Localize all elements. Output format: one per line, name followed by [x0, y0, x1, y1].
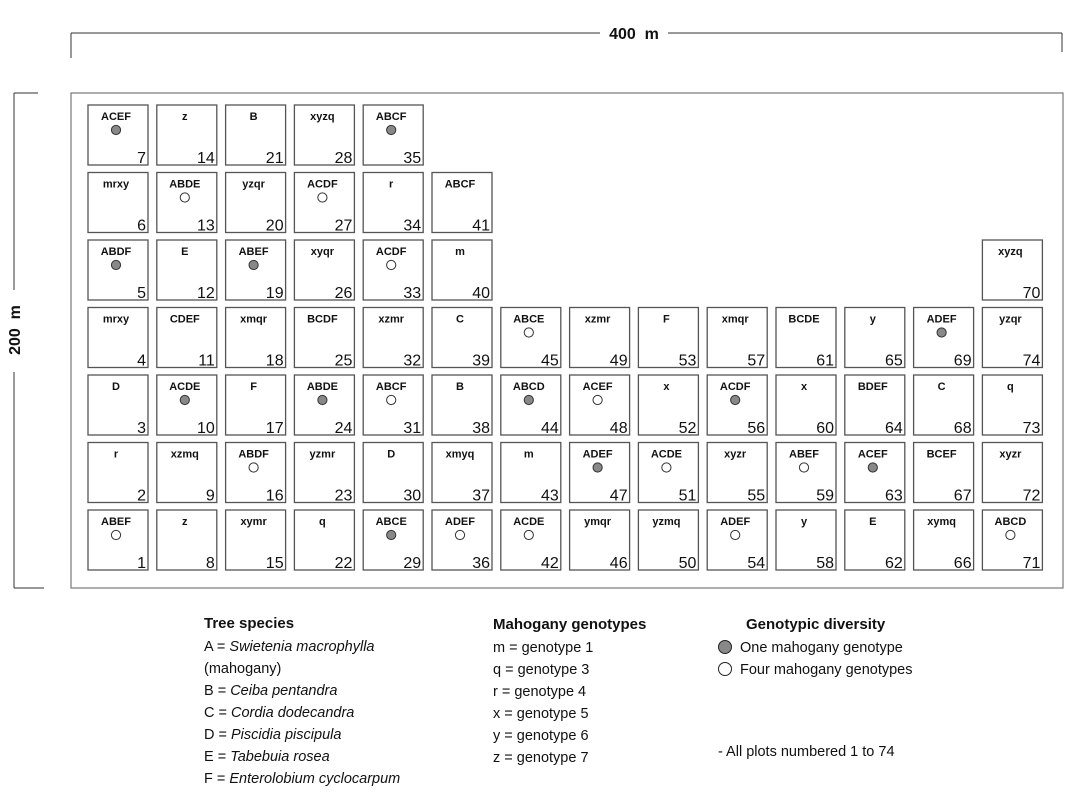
plot [638, 308, 698, 370]
plot-number: 51 [678, 487, 697, 505]
plot [707, 375, 767, 437]
plot-species-code: y [869, 313, 876, 326]
plot-number: 44 [541, 420, 559, 437]
diversity-entry [718, 637, 913, 659]
plot [501, 308, 561, 370]
plot-number: 52 [678, 420, 697, 437]
plot-number: 32 [403, 352, 422, 370]
plot-number: 66 [953, 555, 972, 572]
plot [88, 105, 148, 167]
plot-number: 20 [265, 217, 284, 235]
one-genotype-marker [318, 395, 327, 404]
plot [914, 443, 974, 505]
plot-number: 27 [334, 217, 353, 235]
plot-species-code: r [113, 448, 119, 461]
plot-species-code: xmyq [445, 448, 475, 461]
plot [226, 240, 286, 302]
plot [914, 375, 974, 437]
plot-number: 15 [265, 555, 284, 572]
one-genotype-marker [868, 463, 877, 472]
one-genotype-marker [249, 260, 258, 269]
plot-species-code: ABCD [512, 381, 545, 393]
plot [501, 443, 561, 505]
plot-numbering-note: - All plots numbered 1 to 74 [718, 744, 895, 760]
height-label: 200 m [7, 305, 24, 355]
plot-number: 5 [137, 285, 146, 302]
plot-number: 29 [403, 555, 422, 572]
plot-number: 8 [205, 555, 215, 572]
one-genotype-marker [593, 463, 602, 472]
plot-number: 73 [1022, 420, 1041, 437]
one-genotype-marker [180, 395, 189, 404]
plot-number: 25 [334, 352, 353, 370]
plot-species-code: xmqr [240, 313, 268, 326]
plot [294, 375, 354, 437]
plot-species-code: ACDF [307, 178, 338, 191]
plot-number: 35 [403, 150, 422, 167]
species-letter: D = [204, 727, 231, 743]
plot-number: 38 [472, 420, 490, 437]
plot-number: 45 [541, 352, 559, 370]
plot [363, 173, 423, 235]
plot-number: 39 [472, 352, 490, 370]
plot-number: 12 [197, 285, 215, 302]
plot-number: 31 [403, 420, 422, 437]
plot [226, 308, 286, 370]
plot-species-code: ADEF [582, 448, 613, 461]
plot-species-code: CDEF [169, 313, 200, 326]
genotype-entry: z = genotype 7 [493, 750, 589, 766]
plot-number: 57 [747, 352, 766, 370]
plot [226, 173, 286, 235]
four-genotypes-marker [180, 193, 189, 202]
plot [226, 443, 286, 505]
plot-species-code: ymqr [584, 516, 612, 528]
plot [776, 443, 836, 505]
plot-species-code: xymr [240, 516, 267, 528]
plot-species-code: x [663, 381, 670, 393]
plot-species-code: BCEF [926, 448, 957, 461]
plot [88, 308, 148, 370]
plot-number: 64 [885, 420, 903, 437]
plot [363, 443, 423, 505]
plot-number: 72 [1022, 487, 1041, 505]
plot-number: 68 [953, 420, 972, 437]
plot-species-code: r [389, 178, 394, 191]
plot-species-code: yzqr [999, 313, 1022, 326]
plot [226, 375, 286, 437]
legend-tree-species [204, 613, 400, 790]
plot [914, 510, 974, 572]
species-entry [204, 702, 400, 724]
plot [982, 375, 1042, 437]
plot [294, 173, 354, 235]
plot-species-code: ABCE [513, 313, 545, 326]
plot-number: 34 [403, 217, 422, 235]
one-genotype-marker [387, 125, 396, 134]
plot [845, 375, 905, 437]
plot [845, 443, 905, 505]
species-entry [204, 768, 400, 790]
plot [501, 375, 561, 437]
four-genotypes-marker [593, 395, 602, 404]
plot-species-code: ABEF [238, 246, 269, 258]
plot [432, 308, 492, 370]
plot-species-code: ACDE [650, 448, 682, 461]
plot-number: 61 [816, 352, 834, 370]
plot-number: 50 [678, 555, 697, 572]
plot [157, 510, 217, 572]
plot-species-code: mrxy [102, 178, 130, 191]
plot-species-code: xzmq [170, 448, 199, 461]
species-entry [204, 636, 400, 658]
four-genotypes-marker [249, 463, 258, 472]
plot-species-code: BDEF [857, 381, 888, 393]
four-genotypes-marker [111, 530, 120, 539]
open-circle-icon [718, 662, 732, 676]
one-genotype-marker [111, 260, 120, 269]
plot-species-code: yzmq [652, 516, 681, 528]
plot-number: 53 [678, 352, 697, 370]
legend-diversity-title: Genotypic diversity [746, 616, 886, 633]
four-genotypes-marker [524, 530, 533, 539]
plot-number: 56 [747, 420, 766, 437]
plot [570, 443, 630, 505]
plot [157, 375, 217, 437]
plot-species-code: yzmr [309, 448, 336, 461]
plot-number: 40 [472, 285, 490, 302]
plot-species-code: D [387, 448, 396, 461]
plot [570, 308, 630, 370]
species-letter: F = [204, 771, 230, 787]
four-genotypes-marker [1006, 530, 1015, 539]
diversity-entry [718, 659, 913, 681]
legend-genotypes-title: Mahogany genotypes [493, 616, 647, 633]
plot [982, 240, 1042, 302]
plot-species-code: D [112, 381, 120, 393]
plot-species-code: xyqr [310, 246, 335, 258]
plot-species-code: ABCE [375, 516, 407, 528]
plot-number: 63 [885, 487, 903, 505]
plot-species-code: ADEF [926, 313, 957, 326]
plot-species-code: ABEF [789, 448, 819, 461]
plot [982, 443, 1042, 505]
species-name: Enterolobium cyclocarpum [229, 771, 401, 787]
plot [432, 173, 492, 235]
plot [157, 105, 217, 167]
plot-species-code: F [663, 313, 670, 326]
plot [707, 308, 767, 370]
plot-species-code: ACDE [169, 381, 201, 393]
plot [363, 510, 423, 572]
plot-number: 22 [334, 555, 353, 572]
plot [982, 308, 1042, 370]
plot-species-code: BCDE [788, 313, 820, 326]
plot-number: 28 [334, 150, 353, 167]
plot-number: 21 [265, 150, 284, 167]
genotype-entry: m = genotype 1 [493, 640, 594, 656]
plot-number: 30 [403, 487, 422, 505]
plot-number: 16 [265, 487, 284, 505]
four-genotypes-marker [799, 463, 808, 472]
plot-number: 26 [334, 285, 353, 302]
plot-number: 62 [885, 555, 903, 572]
species-entry [204, 724, 400, 746]
plot-number: 67 [953, 487, 972, 505]
four-genotypes-marker [455, 530, 464, 539]
plot-number: 60 [816, 420, 834, 437]
plot-number: 41 [472, 217, 490, 235]
plot-species-code: m [455, 246, 465, 258]
plot [432, 240, 492, 302]
plot-species-code: x [800, 381, 808, 393]
plot-number: 23 [334, 487, 353, 505]
plot-number: 33 [403, 285, 422, 302]
plot-number: 36 [472, 555, 490, 572]
plot-number: 17 [265, 420, 284, 437]
plot-species-code: xyzr [999, 448, 1022, 461]
plot-species-code: ACDE [513, 516, 545, 528]
plot-number: 2 [137, 487, 146, 505]
plot [294, 443, 354, 505]
plot-number: 4 [137, 352, 146, 370]
diversity-label: Four mahogany genotypes [740, 662, 913, 678]
one-genotype-marker [111, 125, 120, 134]
plot-species-code: ABCF [444, 178, 476, 191]
width-dimension [71, 26, 1062, 58]
plot-species-code: xmqr [721, 313, 749, 326]
one-genotype-marker [524, 395, 533, 404]
plot [157, 443, 217, 505]
legend-mahogany-genotypes [493, 614, 646, 769]
plot-number: 19 [265, 285, 284, 302]
species-name: Ceiba pentandra [230, 683, 338, 699]
plot-number: 70 [1022, 285, 1041, 302]
plot-species-code: ACEF [582, 381, 613, 393]
plot-species-code: xymq [927, 516, 956, 528]
plot-number: 58 [816, 555, 834, 572]
plot [294, 510, 354, 572]
plot-species-code: y [800, 516, 808, 528]
plot-species-code: q [1007, 381, 1014, 393]
plot-species-code: m [523, 448, 534, 461]
plot-species-code: ABCF [375, 381, 407, 393]
plot-number: 71 [1022, 555, 1041, 572]
plot [294, 105, 354, 167]
plot-number: 69 [953, 352, 972, 370]
plot [157, 308, 217, 370]
plot [638, 443, 698, 505]
plot-species-code: ACEF [101, 111, 131, 123]
plot [570, 375, 630, 437]
plot-species-code: B [456, 381, 464, 393]
plot-number: 13 [197, 217, 215, 235]
species-letter: C = [204, 705, 231, 721]
plot-number: 74 [1022, 352, 1041, 370]
plot-species-code: ABDF [100, 246, 132, 258]
plot [432, 510, 492, 572]
plot [501, 510, 561, 572]
plot [226, 105, 286, 167]
plot [707, 510, 767, 572]
one-genotype-marker [387, 530, 396, 539]
plot-species-code: z [182, 516, 188, 528]
plot-species-code: ADEF [445, 516, 475, 528]
plot [88, 510, 148, 572]
plot-species-code: ABDF [238, 448, 269, 461]
species-entry [204, 680, 400, 702]
plot-number: 55 [747, 487, 766, 505]
species-name: Cordia dodecandra [231, 705, 355, 721]
plot [157, 173, 217, 235]
plot-number: 11 [198, 352, 215, 370]
plot [363, 375, 423, 437]
plot [432, 443, 492, 505]
legend-genotypic-diversity [718, 614, 913, 681]
plot-number: 48 [609, 420, 628, 437]
plot-number: 37 [472, 487, 490, 505]
plot-number: 10 [197, 420, 215, 437]
plot-species-code: E [869, 516, 877, 528]
plot-number: 46 [609, 555, 628, 572]
plot [363, 308, 423, 370]
genotype-entry: q = genotype 3 [493, 662, 590, 678]
width-label: 400 m [609, 26, 659, 43]
species-letter: A = [204, 639, 230, 655]
plot-species-code: F [250, 381, 257, 393]
species-letter: E = [204, 749, 231, 765]
genotype-entry: y = genotype 6 [493, 728, 589, 744]
plot [88, 443, 148, 505]
plot [776, 308, 836, 370]
plot-number: 14 [197, 150, 215, 167]
plot [845, 308, 905, 370]
height-dimension [7, 93, 44, 588]
plot-species-code: ABEF [101, 516, 131, 528]
four-genotypes-marker [318, 193, 327, 202]
plot [638, 375, 698, 437]
plot [363, 105, 423, 167]
plot-species-code: xyzq [310, 111, 335, 123]
plot-species-code: mrxy [102, 313, 130, 326]
plot-species-code: BCDF [307, 313, 338, 326]
species-name: Piscidia piscipula [231, 727, 342, 743]
four-genotypes-marker [387, 395, 396, 404]
four-genotypes-marker [387, 260, 396, 269]
plot-number: 42 [541, 555, 559, 572]
plot [982, 510, 1042, 572]
species-name: Swietenia macrophylla [229, 639, 375, 655]
legend-tree-species-title: Tree species [204, 615, 295, 632]
plot-number: 18 [265, 352, 284, 370]
plot [776, 510, 836, 572]
plot [226, 510, 286, 572]
plot-species-code: C [937, 381, 946, 393]
four-genotypes-marker [731, 530, 740, 539]
plot [845, 510, 905, 572]
plot-number: 49 [609, 352, 628, 370]
plot-species-code: E [181, 246, 189, 258]
plot [157, 240, 217, 302]
plot-species-code: ADEF [720, 516, 751, 528]
plot-number: 47 [609, 487, 628, 505]
plot [294, 308, 354, 370]
plot [294, 240, 354, 302]
plot-number: 7 [137, 150, 146, 167]
plot-species-code: ABCF [375, 111, 407, 123]
plot-species-code: ACDF [375, 246, 407, 258]
plot [88, 240, 148, 302]
species-entry [204, 746, 400, 768]
plot-species-code: yzqr [242, 178, 265, 191]
plot [570, 510, 630, 572]
plot [707, 443, 767, 505]
plot-number: 1 [137, 555, 146, 572]
plot [638, 510, 698, 572]
plot-species-code: xyzq [998, 246, 1023, 258]
plot [776, 375, 836, 437]
plot-species-code: ACEF [857, 448, 888, 461]
plot [914, 308, 974, 370]
plot [88, 375, 148, 437]
plot-species-code: ABDE [306, 381, 338, 393]
four-genotypes-marker [662, 463, 671, 472]
plot-species-code: xzmr [378, 313, 405, 326]
plot-species-code: ABDE [169, 178, 201, 191]
plot [363, 240, 423, 302]
one-genotype-marker [731, 395, 740, 404]
plot-species-code: C [456, 313, 464, 326]
plot-species-code: B [249, 111, 258, 123]
species-letter: (mahogany) [204, 661, 282, 677]
plot-number: 6 [137, 217, 146, 235]
diversity-label: One mahogany genotype [740, 640, 903, 656]
four-genotypes-marker [524, 328, 533, 337]
species-letter: B = [204, 683, 231, 699]
plot-number: 43 [541, 487, 559, 505]
plot-number: 3 [137, 420, 146, 437]
plot-number: 9 [205, 487, 215, 505]
plot-species-code: z [182, 111, 188, 123]
plot-species-code: xyzr [724, 448, 747, 461]
plot-number: 54 [747, 555, 766, 572]
species-name: Tabebuia rosea [230, 749, 330, 765]
plot-species-code: xzmr [584, 313, 611, 326]
genotype-entry: r = genotype 4 [493, 684, 587, 700]
plot-number: 59 [816, 487, 834, 505]
plot-species-code: q [319, 516, 326, 528]
plot [432, 375, 492, 437]
filled-circle-icon [718, 640, 732, 654]
plot-grid [88, 105, 1042, 572]
plot-number: 65 [885, 352, 903, 370]
plot-number: 24 [334, 420, 353, 437]
one-genotype-marker [937, 328, 946, 337]
plot-species-code: ABCD [994, 516, 1027, 528]
species-entry [204, 658, 400, 680]
plot-species-code: ACDF [719, 381, 751, 393]
genotype-entry: x = genotype 5 [493, 706, 589, 722]
plot [88, 173, 148, 235]
